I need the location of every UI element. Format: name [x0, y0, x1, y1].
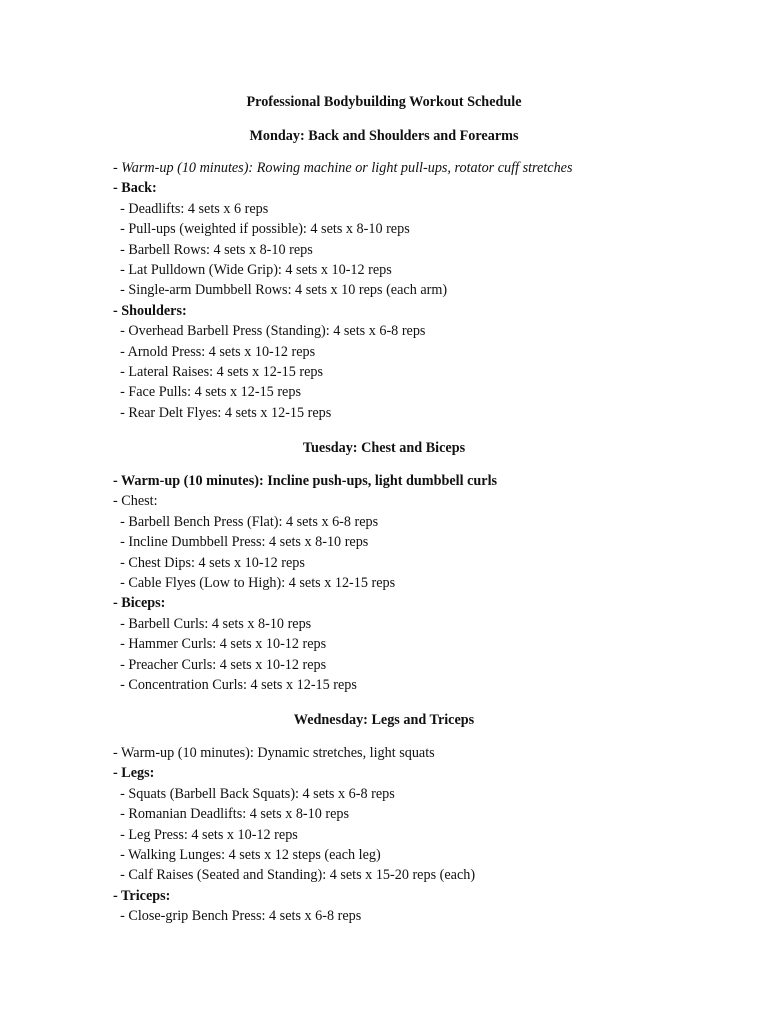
- document-title: Professional Bodybuilding Workout Schedule: [246, 94, 522, 110]
- list-item: - Cable Flyes (Low to High): 4 sets x 12-15 reps: [113, 574, 396, 591]
- list-item: - Barbell Curls: 4 sets x 8-10 reps: [113, 615, 312, 632]
- wednesday-triceps-header: - Triceps:: [113, 887, 171, 904]
- list-item: - Close-grip Bench Press: 4 sets x 6-8 reps: [113, 908, 362, 925]
- wednesday-warmup: - Warm-up (10 minutes): Dynamic stretches, light squats: [113, 745, 435, 761]
- list-item: - Calf Raises (Seated and Standing): 4 sets x 15-20 reps (each): [113, 867, 476, 884]
- tuesday-section: [113, 471, 733, 695]
- list-item: - Leg Press: 4 sets x 10-12 reps: [113, 826, 298, 843]
- wednesday-heading: Wednesday: Legs and Triceps: [293, 712, 475, 728]
- monday-warmup: - Warm-up (10 minutes): Rowing machine or light pull-ups, rotator cuff stretches: [113, 160, 573, 176]
- monday-heading: Monday: Back and Shoulders and Forearms: [249, 128, 519, 144]
- wednesday-section: [113, 743, 733, 927]
- list-item: - Lateral Raises: 4 sets x 12-15 reps: [113, 363, 323, 380]
- list-item: - Face Pulls: 4 sets x 12-15 reps: [113, 384, 301, 401]
- monday-back-header: - Back:: [113, 180, 157, 197]
- list-item: - Arnold Press: 4 sets x 10-12 reps: [113, 343, 316, 360]
- monday-shoulders-header: - Shoulders:: [113, 302, 187, 319]
- list-item: - Lat Pulldown (Wide Grip): 4 sets x 10-12 reps: [113, 261, 392, 278]
- monday-section: [113, 158, 733, 423]
- tuesday-heading: Tuesday: Chest and Biceps: [302, 440, 466, 456]
- list-item: - Single-arm Dumbbell Rows: 4 sets x 10 reps (each arm): [113, 282, 448, 299]
- list-item: - Romanian Deadlifts: 4 sets x 8-10 reps: [113, 806, 350, 823]
- list-item: - Barbell Rows: 4 sets x 8-10 reps: [113, 241, 313, 258]
- list-item: - Barbell Bench Press (Flat): 4 sets x 6-8 reps: [113, 513, 379, 530]
- list-item: - Pull-ups (weighted if possible): 4 sets x 8-10 reps: [113, 221, 410, 238]
- list-item: - Incline Dumbbell Press: 4 sets x 8-10 reps: [113, 534, 369, 551]
- list-item: - Rear Delt Flyes: 4 sets x 12-15 reps: [113, 404, 332, 421]
- list-item: - Deadlifts: 4 sets x 6 reps: [113, 200, 269, 217]
- tuesday-warmup: - Warm-up (10 minutes): Incline push-ups, light dumbbell curls: [113, 473, 498, 489]
- tuesday-biceps-header: - Biceps:: [113, 595, 166, 612]
- list-item: - Chest Dips: 4 sets x 10-12 reps: [113, 554, 305, 571]
- list-item: - Preacher Curls: 4 sets x 10-12 reps: [113, 656, 327, 673]
- list-item: - Overhead Barbell Press (Standing): 4 sets x 6-8 reps: [113, 323, 426, 340]
- tuesday-chest-header: - Chest:: [113, 493, 158, 510]
- list-item: - Walking Lunges: 4 sets x 12 steps (each leg): [113, 846, 381, 863]
- wednesday-legs-header: - Legs:: [113, 765, 155, 782]
- list-item: - Concentration Curls: 4 sets x 12-15 reps: [113, 676, 357, 693]
- list-item: - Hammer Curls: 4 sets x 10-12 reps: [113, 636, 327, 653]
- list-item: - Squats (Barbell Back Squats): 4 sets x 6-8 reps: [113, 785, 395, 802]
